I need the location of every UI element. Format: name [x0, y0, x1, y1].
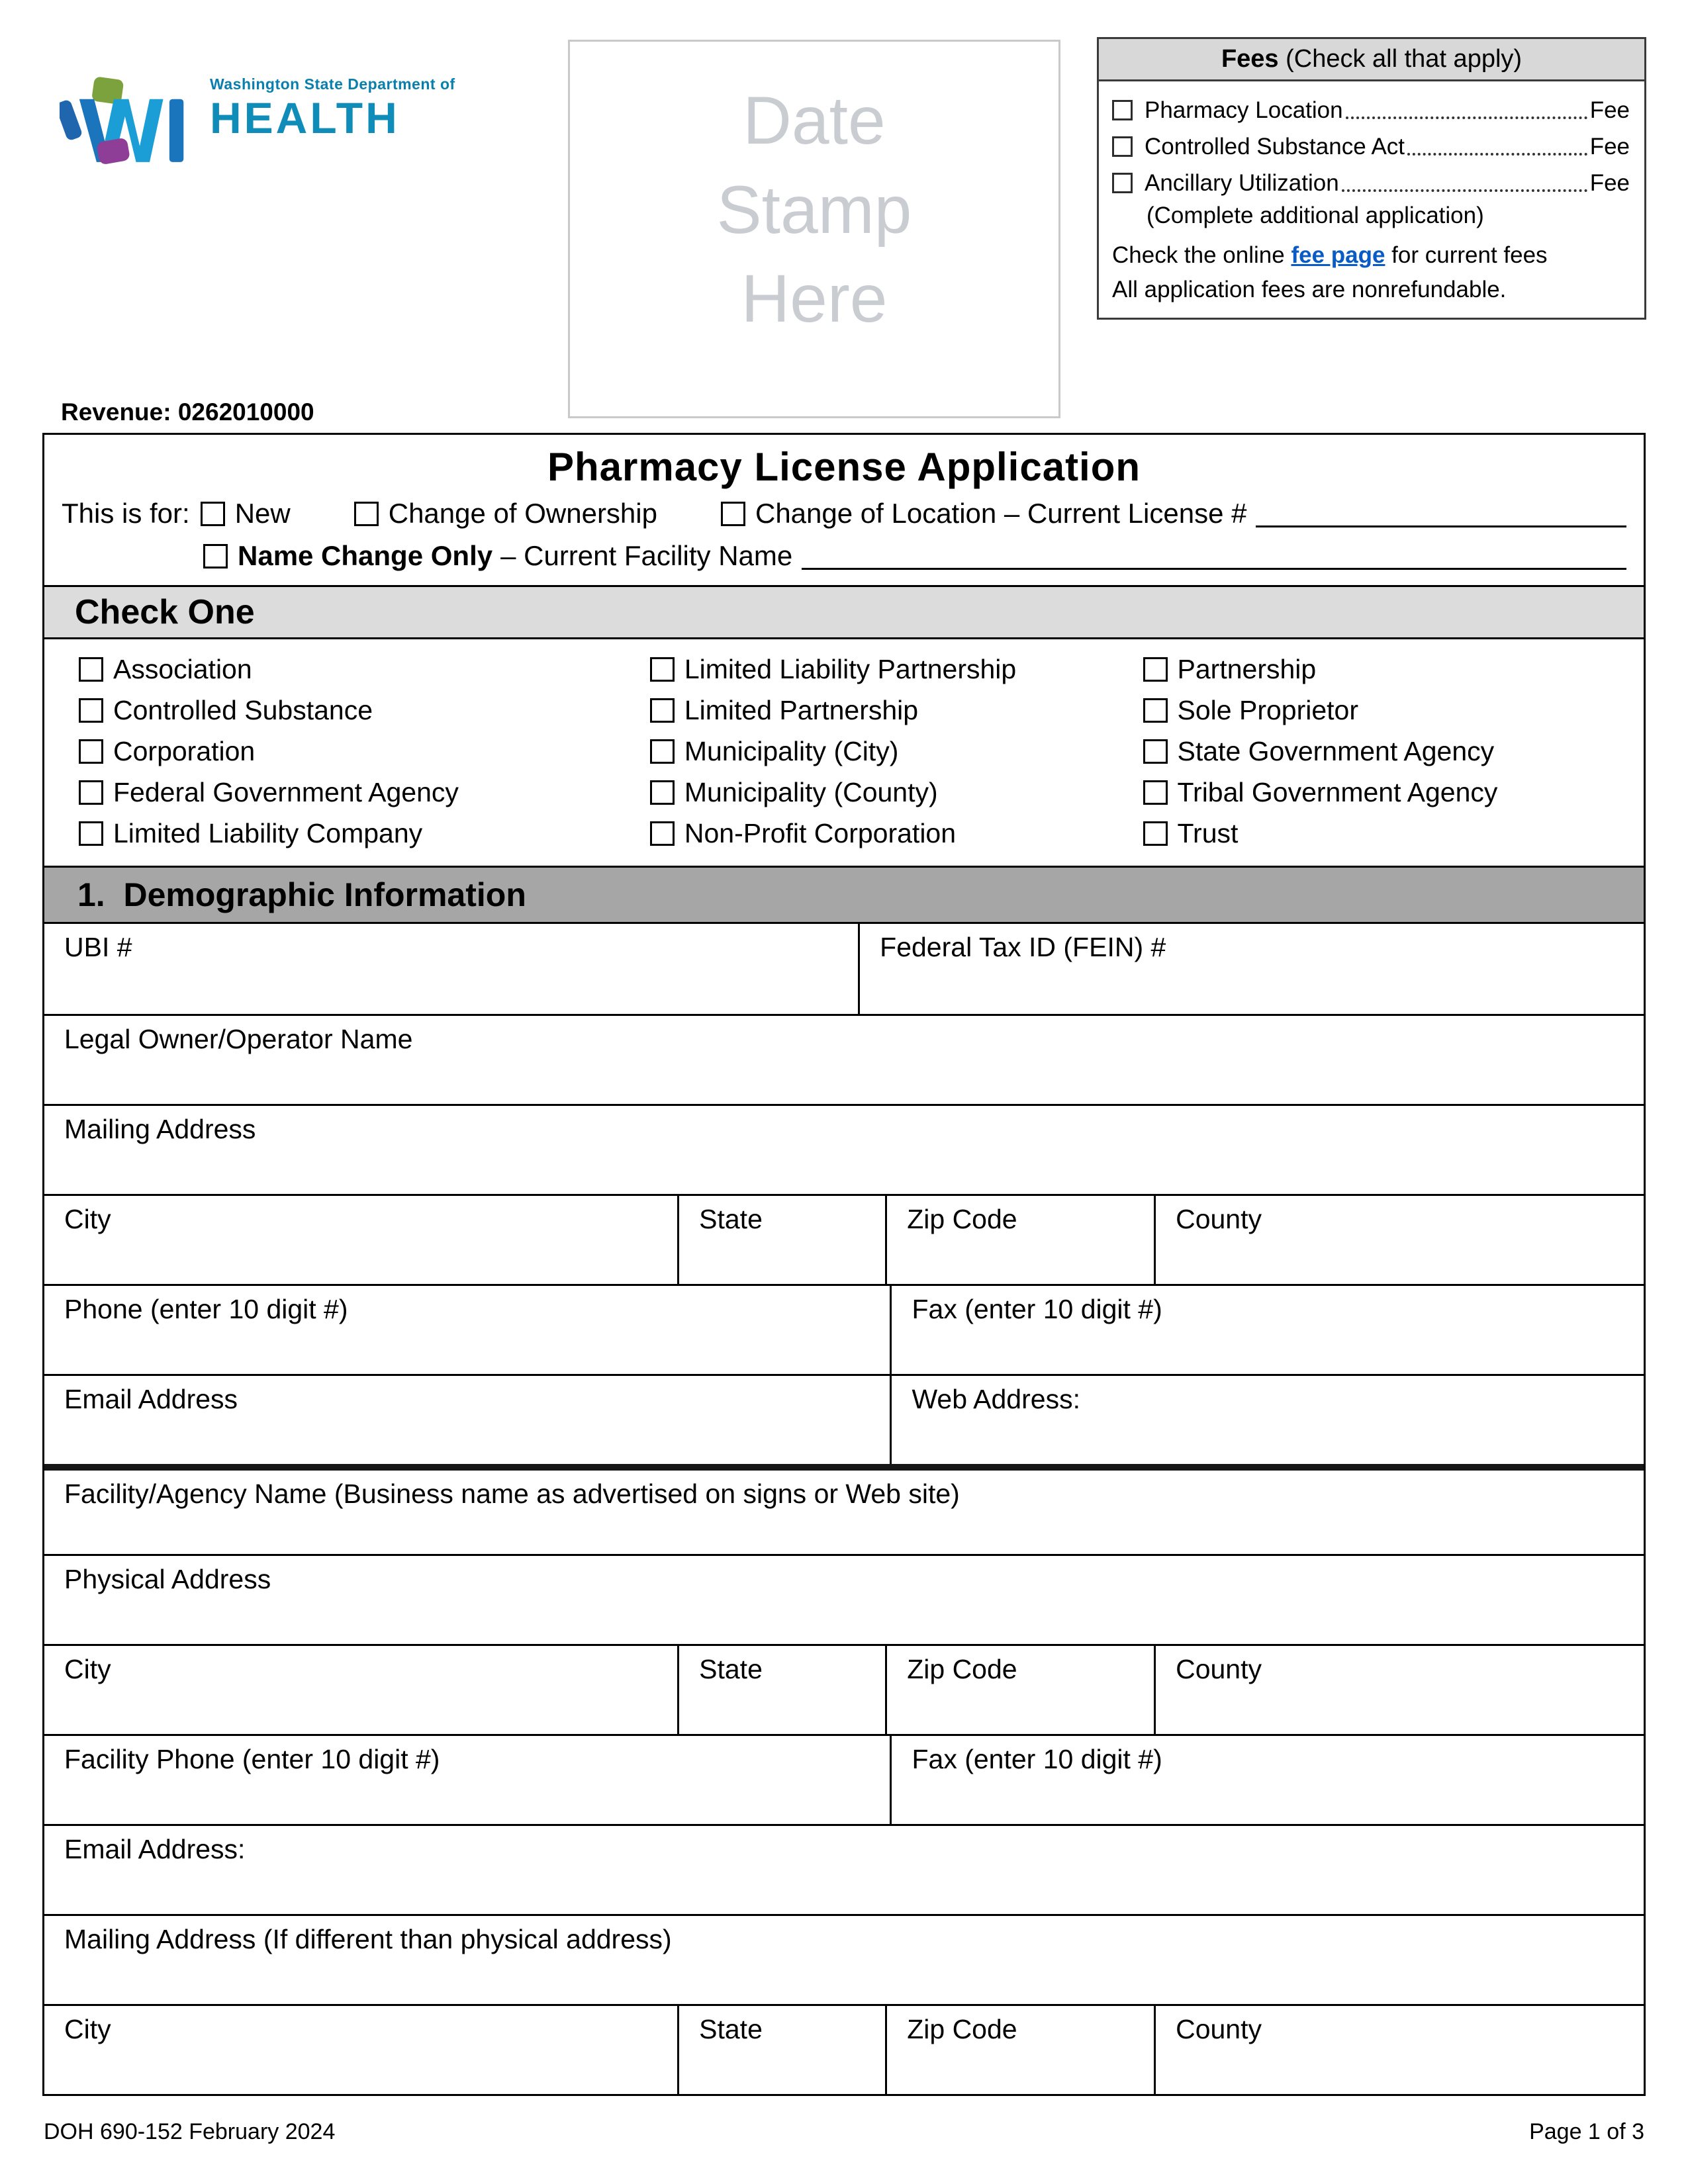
- checkbox[interactable]: [79, 657, 103, 682]
- checkbox[interactable]: [1143, 698, 1168, 723]
- logo-tagline: Washington State Department of: [210, 75, 455, 93]
- county-label: County: [1176, 1654, 1262, 1684]
- page-title: Pharmacy License Application: [547, 445, 1141, 489]
- legal-owner-label: Legal Owner/Operator Name: [64, 1024, 413, 1054]
- fee-row-pharmacy-location: [1112, 92, 1630, 128]
- checkbox-sole-proprietor[interactable]: [1143, 690, 1644, 731]
- checkbox-state-government-agency[interactable]: [1143, 731, 1644, 772]
- email-label: Email Address: [64, 1384, 238, 1414]
- option-change-of-ownership[interactable]: [354, 498, 657, 529]
- phone-field[interactable]: [44, 1286, 892, 1374]
- fees-box: [1097, 37, 1646, 320]
- checkbox[interactable]: [79, 780, 103, 805]
- facility-email-field[interactable]: [44, 1826, 1644, 1914]
- city-field-3[interactable]: [44, 2006, 679, 2094]
- state-field-2[interactable]: [679, 1646, 887, 1734]
- checkbox-label: Partnership: [1177, 653, 1317, 684]
- current-license-number-blank[interactable]: [1256, 500, 1626, 527]
- physical-address-label: Physical Address: [64, 1564, 271, 1594]
- city-label: City: [64, 2014, 111, 2044]
- fees-body: [1099, 81, 1644, 318]
- demographic-table: [44, 924, 1644, 2094]
- city-field-1[interactable]: [44, 1196, 679, 1284]
- table-row: [44, 1014, 1644, 1104]
- current-facility-name-label: – Current Facility Name: [500, 540, 793, 571]
- page-footer: [44, 2119, 1644, 2145]
- checkbox-trust[interactable]: [1143, 813, 1644, 854]
- fee-page-link[interactable]: fee page: [1291, 242, 1385, 268]
- pharmacy-location-fee-label: Pharmacy Location: [1145, 97, 1343, 123]
- checkbox-label: Municipality (County): [684, 776, 938, 807]
- checkbox[interactable]: [650, 780, 675, 805]
- new-label: New: [234, 498, 291, 529]
- county-field-2[interactable]: [1156, 1646, 1644, 1734]
- pharmacy-location-fee-checkbox[interactable]: [1112, 100, 1133, 120]
- checkbox[interactable]: [650, 657, 675, 682]
- checkbox-non-profit-corporation[interactable]: [650, 813, 1143, 854]
- change-of-location-checkbox[interactable]: [721, 502, 745, 526]
- change-of-ownership-checkbox[interactable]: [354, 502, 379, 526]
- fee-text: Fee: [1589, 97, 1630, 123]
- county-label: County: [1176, 2014, 1262, 2044]
- checkbox[interactable]: [650, 739, 675, 764]
- name-change-only-label: Name Change Only: [238, 540, 493, 571]
- doh-logo: [60, 71, 455, 177]
- county-label: County: [1176, 1204, 1262, 1234]
- checkbox[interactable]: [650, 698, 675, 723]
- checkbox-label: State Government Agency: [1177, 735, 1495, 766]
- table-row: [44, 1644, 1644, 1734]
- table-row: [44, 1104, 1644, 1194]
- option-name-change-only[interactable]: [203, 540, 1626, 572]
- checkbox-controlled-substance[interactable]: [79, 690, 650, 731]
- checkbox-label: Association: [113, 653, 252, 684]
- name-change-only-checkbox[interactable]: [203, 544, 228, 569]
- controlled-substance-fee-checkbox[interactable]: [1112, 136, 1133, 157]
- fees-online-line: [1112, 242, 1630, 269]
- ancillary-utilization-fee-checkbox[interactable]: [1112, 173, 1133, 193]
- zip-field-2[interactable]: [887, 1646, 1156, 1734]
- mailing-address-field[interactable]: [44, 1106, 1644, 1194]
- checkbox-label: Limited Liability Partnership: [684, 653, 1017, 684]
- zip-field-1[interactable]: [887, 1196, 1156, 1284]
- ownership-type-column-2: [650, 649, 1143, 854]
- city-field-2[interactable]: [44, 1646, 679, 1734]
- checkbox-federal-government-agency[interactable]: [79, 772, 650, 813]
- checkbox-municipality-county[interactable]: [650, 772, 1143, 813]
- fees-title: Fees: [1221, 45, 1279, 73]
- facility-name-field[interactable]: [44, 1471, 1644, 1554]
- controlled-substance-fee-label: Controlled Substance Act: [1145, 133, 1405, 159]
- checkbox[interactable]: [1143, 821, 1168, 846]
- checkbox[interactable]: [79, 821, 103, 846]
- fee-row-controlled-substance: [1112, 128, 1630, 165]
- facility-phone-label: Facility Phone (enter 10 digit #): [64, 1744, 440, 1774]
- fee-text: Fee: [1589, 133, 1630, 159]
- email-field[interactable]: [44, 1376, 892, 1464]
- option-change-of-location[interactable]: [721, 498, 1626, 529]
- fees-online-post: for current fees: [1385, 242, 1548, 268]
- city-label: City: [64, 1654, 111, 1684]
- checkbox[interactable]: [1143, 780, 1168, 805]
- zip-label: Zip Code: [907, 1204, 1017, 1234]
- state-label: State: [699, 1654, 763, 1684]
- checkbox-limited-partnership[interactable]: [650, 690, 1143, 731]
- city-label: City: [64, 1204, 111, 1234]
- table-row: [44, 1554, 1644, 1644]
- demographic-section-header: 1. Demographic Information: [44, 866, 1644, 924]
- facility-phone-field[interactable]: [44, 1736, 892, 1824]
- checkbox-label: Limited Liability Company: [113, 817, 423, 848]
- checkbox[interactable]: [1143, 657, 1168, 682]
- zip-label: Zip Code: [907, 1654, 1017, 1684]
- mailing-address-label: Mailing Address: [64, 1114, 256, 1144]
- phone-label: Phone (enter 10 digit #): [64, 1294, 348, 1324]
- checkbox-tribal-government-agency[interactable]: [1143, 772, 1644, 813]
- check-one-header: Check One: [44, 585, 1644, 639]
- state-field-3[interactable]: [679, 2006, 887, 2094]
- checkbox[interactable]: [650, 821, 675, 846]
- doh-logo-mark: [60, 71, 195, 177]
- change-of-location-label: Change of Location – Current License #: [755, 498, 1247, 529]
- ownership-type-column-1: [79, 649, 650, 854]
- facility-name-label: Facility/Agency Name (Business name as advertised on signs or Web site): [64, 1479, 960, 1509]
- checkbox-corporation[interactable]: [79, 731, 650, 772]
- fax-field-1[interactable]: [892, 1286, 1644, 1374]
- web-address-field[interactable]: [892, 1376, 1644, 1464]
- current-facility-name-blank[interactable]: [802, 542, 1626, 570]
- dots-leader: [1342, 189, 1587, 192]
- county-field-3[interactable]: [1156, 2006, 1644, 2094]
- fax-field-2[interactable]: [892, 1736, 1644, 1824]
- table-row: [44, 1284, 1644, 1374]
- table-row: [44, 1194, 1644, 1284]
- fees-title-rest: (Check all that apply): [1278, 45, 1523, 73]
- table-row: [44, 1464, 1644, 1554]
- date-stamp-line: Here: [741, 261, 888, 337]
- checkbox[interactable]: [79, 739, 103, 764]
- alt-mailing-address-field[interactable]: [44, 1916, 1644, 2004]
- date-stamp-line: Stamp: [716, 171, 912, 248]
- checkbox-label: Federal Government Agency: [113, 776, 459, 807]
- page-number: Page 1 of 3: [1529, 2119, 1644, 2144]
- checkbox-label: Non-Profit Corporation: [684, 817, 957, 848]
- legal-owner-field[interactable]: [44, 1016, 1644, 1104]
- ownership-type-column-3: [1143, 649, 1644, 854]
- doh-logo-text: [210, 75, 455, 144]
- checkbox-association[interactable]: [79, 649, 650, 690]
- checkbox[interactable]: [79, 698, 103, 723]
- application-type-row: [62, 498, 1626, 529]
- table-row: [44, 1374, 1644, 1464]
- table-row: [44, 1734, 1644, 1824]
- change-of-ownership-label: Change of Ownership: [388, 498, 657, 529]
- physical-address-field[interactable]: [44, 1556, 1644, 1644]
- fax-label: Fax (enter 10 digit #): [912, 1294, 1162, 1324]
- checkbox-label: Controlled Substance: [113, 694, 373, 725]
- ownership-type-grid: [44, 639, 1644, 866]
- dots-leader: [1346, 116, 1587, 119]
- fein-label: Federal Tax ID (FEIN) #: [880, 932, 1166, 962]
- logo-health-wordmark: HEALTH: [210, 93, 400, 142]
- state-field-1[interactable]: [679, 1196, 887, 1284]
- table-row: [44, 1824, 1644, 1914]
- fee-text: Fee: [1589, 169, 1630, 196]
- alt-mailing-address-label: Mailing Address (If different than physical address): [64, 1924, 672, 1954]
- fees-header: [1099, 39, 1644, 81]
- checkbox-label: Corporation: [113, 735, 256, 766]
- table-row: [44, 2004, 1644, 2094]
- fein-field[interactable]: [860, 924, 1644, 1014]
- dots-leader: [1407, 153, 1587, 156]
- ubi-field[interactable]: [44, 924, 860, 1014]
- date-stamp-line: Date: [743, 83, 886, 158]
- state-label: State: [699, 2014, 763, 2044]
- checkbox-label: Tribal Government Agency: [1177, 776, 1498, 807]
- ancillary-utilization-fee-label: Ancillary Utilization: [1145, 169, 1339, 196]
- fees-nonrefundable-note: All application fees are nonrefundable.: [1112, 277, 1507, 302]
- checkbox-municipality-city[interactable]: [650, 731, 1143, 772]
- table-row: [44, 1914, 1644, 2004]
- title-section: [44, 435, 1644, 585]
- facility-email-label: Email Address:: [64, 1834, 246, 1864]
- fees-online-pre: Check the online: [1112, 242, 1291, 268]
- web-address-label: Web Address:: [912, 1384, 1080, 1414]
- date-stamp-box: [568, 40, 1060, 418]
- ubi-label: UBI #: [64, 932, 132, 962]
- name-change-row: [62, 540, 1626, 572]
- option-new[interactable]: [201, 498, 291, 529]
- document-number: DOH 690-152 February 2024: [44, 2119, 336, 2144]
- checkbox-partnership[interactable]: [1143, 649, 1644, 690]
- county-field-1[interactable]: [1156, 1196, 1644, 1284]
- zip-field-3[interactable]: [887, 2006, 1156, 2094]
- checkbox-limited-liability-partnership[interactable]: [650, 649, 1143, 690]
- table-row: [44, 924, 1644, 1014]
- checkbox[interactable]: [1143, 739, 1168, 764]
- revenue-code: Revenue: 0262010000: [61, 398, 314, 426]
- this-is-for-label: This is for:: [62, 498, 190, 529]
- checkbox-label: Municipality (City): [684, 735, 899, 766]
- fee-row-ancillary-utilization: [1112, 165, 1630, 201]
- checkbox-label: Sole Proprietor: [1177, 694, 1358, 725]
- fax-label: Fax (enter 10 digit #): [912, 1744, 1162, 1774]
- zip-label: Zip Code: [907, 2014, 1017, 2044]
- new-checkbox[interactable]: [201, 502, 225, 526]
- fees-additional-application-note: (Complete additional application): [1147, 203, 1484, 228]
- state-label: State: [699, 1204, 763, 1234]
- checkbox-label: Trust: [1177, 817, 1239, 848]
- checkbox-limited-liability-company[interactable]: [79, 813, 650, 854]
- application-form: [42, 433, 1646, 2096]
- checkbox-label: Limited Partnership: [684, 694, 919, 725]
